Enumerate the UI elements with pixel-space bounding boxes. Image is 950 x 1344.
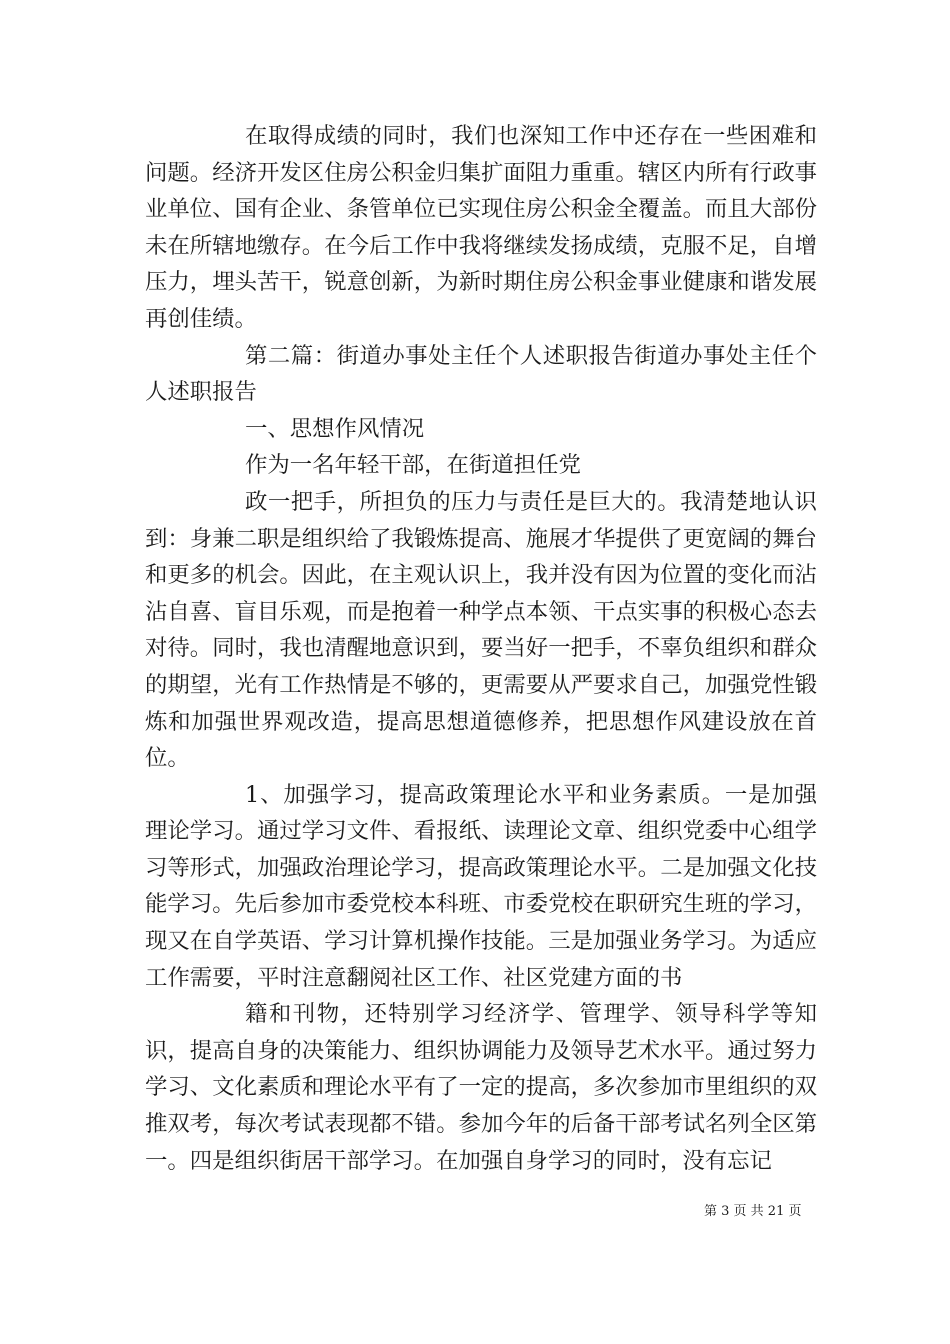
paragraph-books-and-journals: 籍和刊物，还特别学习经济学、管理学、领导科学等知识，提高自身的决策能力、组织协调能力及领导艺术水平。通过努力学习、文化素质和理论水平有了一定的提高，多次参加市里组织的双推双考，每次考试表现都不错。参加今年的后备干部考试名列全区第一。四是组织街居干部学习。在加强自身学习的同时，没有忘记 <box>145 1001 817 1174</box>
section-heading-ideology: 一、思想作风情况 <box>245 415 425 442</box>
paragraph-second-article-title: 第二篇：街道办事处主任个人述职报告街道办事处主任个人述职报告 <box>145 342 817 406</box>
paragraph-responsibility: 政一把手，所担负的压力与责任是巨大的。我清楚地认识到：身兼二职是组织给了我锻炼提高、施展才华提供了更宽阔的舞台和更多的机会。因此，在主观认识上，我并没有因为位置的变化而沾沾自喜、盲目乐观，而是抱着一种学点本领、干点实事的积极心态去对待。同时，我也清醒地意识到，要当好一把手，不辜负组织和群众的期望，光有工作热情是不够的，更需要从严要求自己，加强党性锻炼和加强世界观改造，提高思想道德修养，把思想作风建设放在首位。 <box>145 488 817 772</box>
paragraph-young-cadre: 作为一名年轻干部，在街道担任党 <box>245 452 581 479</box>
page-number-footer: 第 3 页 共 21 页 <box>704 1204 802 1219</box>
paragraph-challenges: 在取得成绩的同时，我们也深知工作中还存在一些困难和问题。经济开发区住房公积金归集扩面阻力重重。辖区内所有行政事业单位、国有企业、条管单位已实现住房公积金全覆盖。而且大部份未在所辖地缴存。在今后工作中我将继续发扬成绩，克服不足，自增压力，埋头苦干，锐意创新，为新时期住房公积金事业健康和谐发展再创佳绩。 <box>145 123 817 332</box>
paragraph-strengthen-study: 1、加强学习，提高政策理论水平和业务素质。一是加强理论学习。通过学习文件、看报纸、读理论文章、组织党委中心组学习等形式，加强政治理论学习，提高政策理论水平。二是加强文化技能学习。先后参加市委党校本科班、市委党校在职研究生班的学习，现又在自学英语、学习计算机操作技能。三是加强业务学习。为适应工作需要，平时注意翻阅社区工作、社区党建方面的书 <box>145 781 817 991</box>
document-body <box>145 118 817 1179</box>
